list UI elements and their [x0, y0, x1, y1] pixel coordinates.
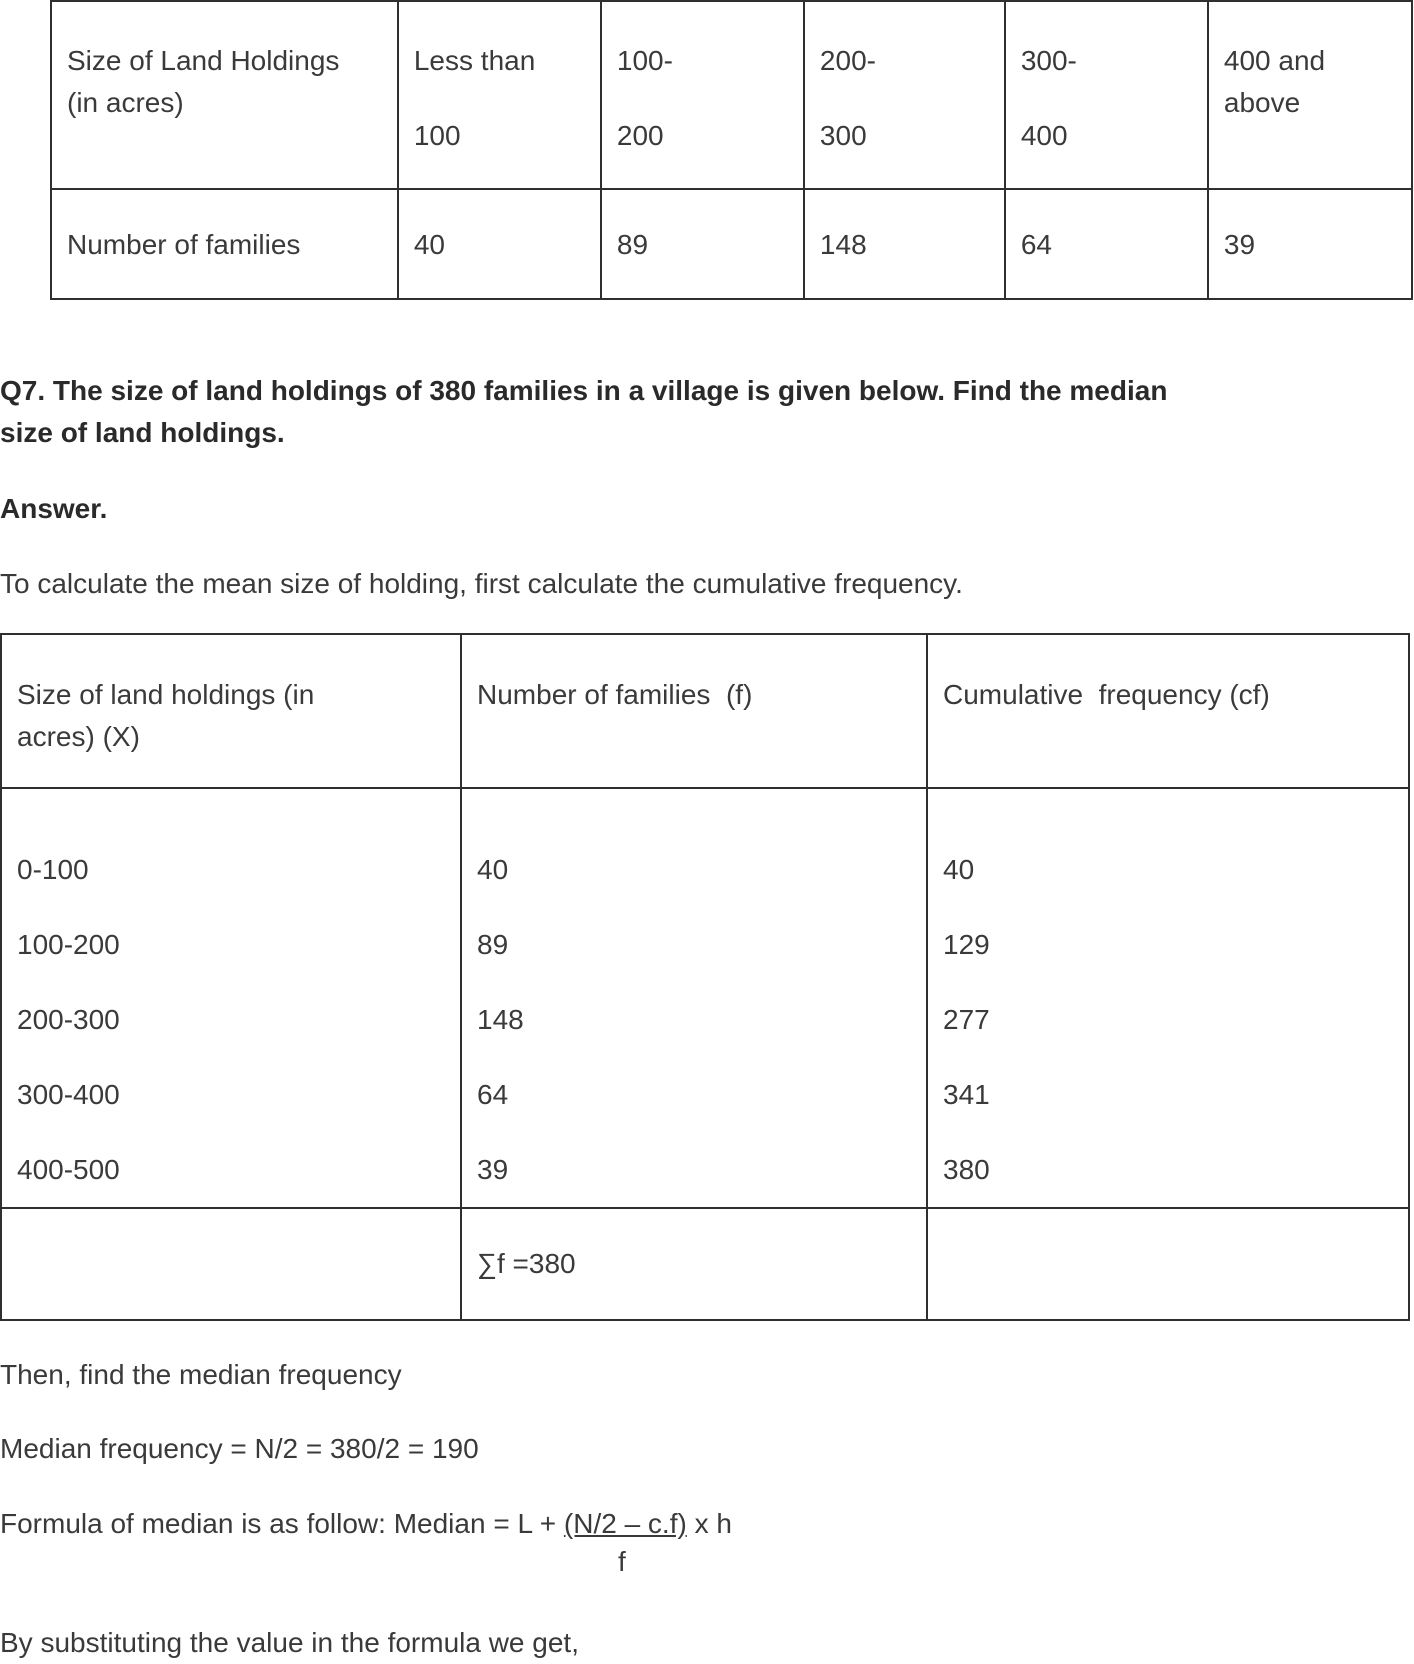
table-cell [1, 788, 461, 1208]
class-label: 200 [616, 120, 664, 151]
formula-denominator: f [618, 1546, 626, 1577]
header-label-line1: Size of Land Holdings [67, 45, 340, 76]
cumulative-value: 341 [943, 1079, 990, 1110]
table-row [1, 788, 1409, 1208]
table-row [51, 1, 1412, 189]
sum-cell: ∑f =380 [461, 1208, 927, 1320]
formula-suffix: x h [686, 1508, 732, 1539]
median-formula [0, 1503, 732, 1545]
table-cell: 148 [804, 189, 1005, 299]
header-label-line2: (in acres) [67, 87, 184, 118]
table-header-cell [601, 1, 804, 189]
substitution-text: By substituting the value in the formula we get, [0, 1627, 579, 1658]
class-value: 200-300 [17, 1004, 120, 1035]
table-cell [1, 1208, 461, 1320]
answer-label: Answer. [0, 493, 108, 524]
question-line1: Q7. The size of land holdings of 380 families in a village is given below. Find the median [0, 375, 1168, 406]
class-label: 100 [413, 120, 461, 151]
table-cell [927, 1208, 1409, 1320]
cumulative-value: 40 [943, 854, 975, 885]
table-row [1, 634, 1409, 788]
table-header-cell [398, 1, 601, 189]
table-header-cell [1005, 1, 1208, 189]
class-value: 300-400 [17, 1079, 120, 1110]
frequency-value: 148 [477, 1004, 524, 1035]
class-label: above [1223, 87, 1301, 118]
table-cell: 40 [398, 189, 601, 299]
row-label: Number of families [51, 189, 398, 299]
table-header-cell [1208, 1, 1412, 189]
class-label: 400 and [1223, 45, 1326, 76]
class-label: 300- [1020, 45, 1077, 76]
class-label: Less than [413, 45, 536, 76]
frequency-value: 39 [477, 1154, 509, 1185]
table-header-cell: Cumulative frequency (cf) [927, 634, 1409, 788]
class-label: 200- [819, 45, 876, 76]
header-col1-line2: acres) (X) [17, 721, 140, 752]
table-header-cell [1, 634, 461, 788]
table-cell: 64 [1005, 189, 1208, 299]
class-value: 0-100 [17, 854, 89, 885]
cumulative-value: 277 [943, 1004, 990, 1035]
table-cell [927, 788, 1409, 1208]
table-header-cell [51, 1, 398, 189]
median-frequency-calc: Median frequency = N/2 = 380/2 = 190 [0, 1433, 479, 1464]
header-col1-line1: Size of land holdings (in [17, 679, 315, 710]
table-cell: 89 [601, 189, 804, 299]
table-row [1, 1208, 1409, 1320]
frequency-value: 64 [477, 1079, 509, 1110]
formula-numerator: (N/2 – c.f) [563, 1508, 687, 1539]
class-value: 400-500 [17, 1154, 120, 1185]
class-value: 100-200 [17, 929, 120, 960]
class-label: 100- [616, 45, 673, 76]
land-holdings-table [50, 0, 1413, 300]
median-frequency-intro: Then, find the median frequency [0, 1359, 402, 1390]
frequency-value: 40 [477, 854, 509, 885]
table-header-cell: Number of families (f) [461, 634, 927, 788]
intro-text: To calculate the mean size of holding, first calculate the cumulative frequency. [0, 568, 963, 599]
class-label: 300 [819, 120, 867, 151]
table-header-cell [804, 1, 1005, 189]
question-line2: size of land holdings. [0, 417, 285, 448]
class-label: 400 [1020, 120, 1068, 151]
cumulative-value: 129 [943, 929, 990, 960]
formula-prefix: Formula of median is as follow: Median = L + [0, 1508, 564, 1539]
table-row [51, 189, 1412, 299]
table-cell: 39 [1208, 189, 1412, 299]
table-cell [461, 788, 927, 1208]
frequency-value: 89 [477, 929, 509, 960]
cumulative-frequency-table [0, 633, 1410, 1321]
cumulative-value: 380 [943, 1154, 990, 1185]
